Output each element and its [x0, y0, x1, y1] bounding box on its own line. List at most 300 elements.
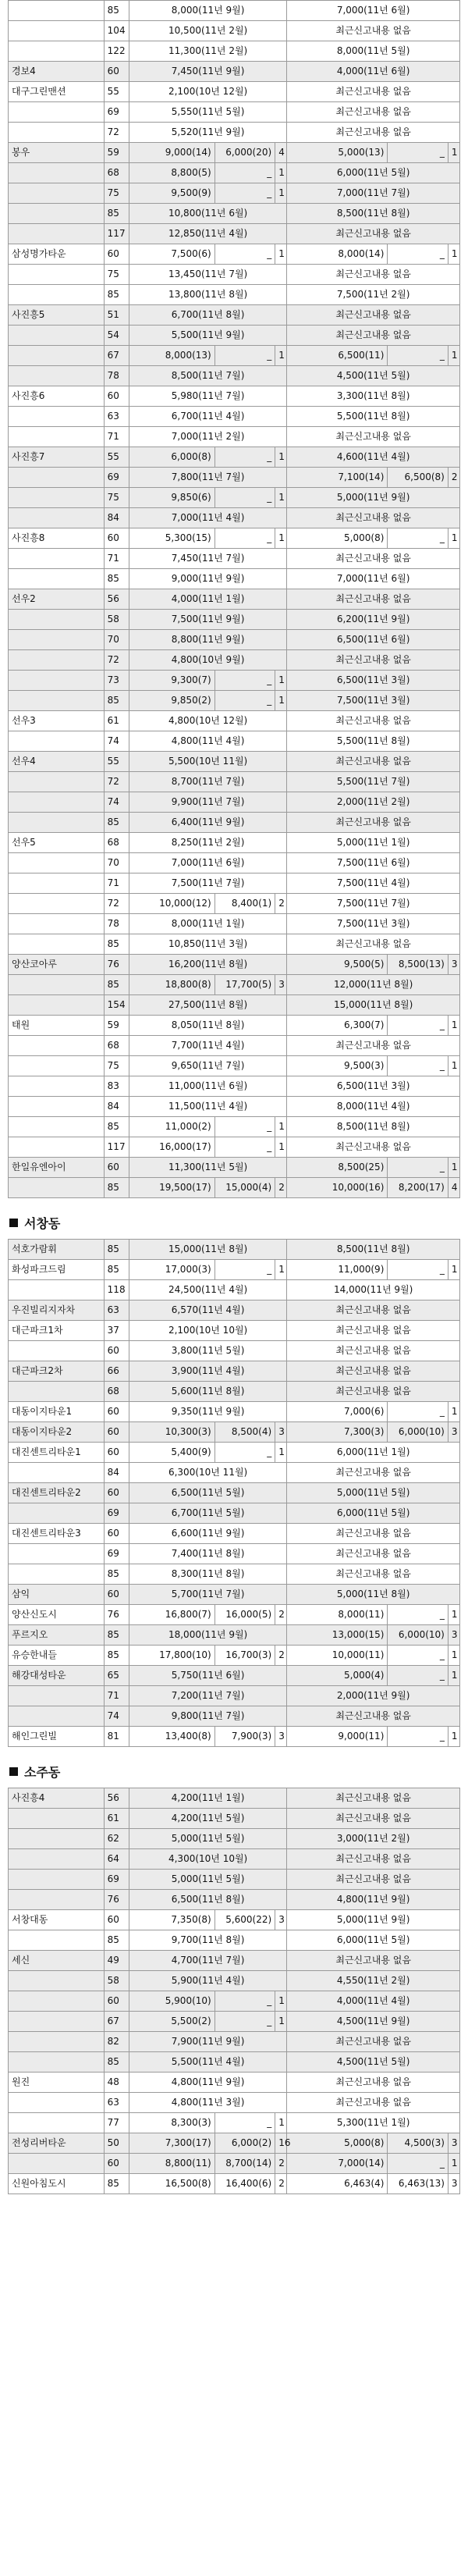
- jeonse-price: 최근신고내용 없음: [287, 934, 460, 955]
- unit-size: 56: [104, 589, 129, 610]
- table-row: [9, 1788, 460, 1809]
- complex-name: [9, 2032, 105, 2052]
- jeonse-price-low: _: [388, 244, 448, 265]
- table-row: [9, 1666, 460, 1686]
- complex-name: [9, 894, 105, 914]
- table-row: [9, 1646, 460, 1666]
- table-row: [9, 1890, 460, 1910]
- jeonse-price-low: _: [388, 1056, 448, 1076]
- unit-size: 84: [104, 1097, 129, 1117]
- unit-size: 78: [104, 914, 129, 934]
- sale-price: 7,200(11년 7월): [129, 1686, 286, 1706]
- jeonse-price: 4,800(11년 9월): [287, 1890, 460, 1910]
- jeonse-price: 4,550(11년 2월): [287, 1971, 460, 1991]
- table-row: [9, 2093, 460, 2113]
- sale-count: 16: [275, 2133, 287, 2154]
- jeonse-count: 1: [448, 528, 459, 549]
- jeonse-price: 5,000(11년 9월): [287, 1910, 460, 1930]
- jeonse-price-low: _: [388, 1666, 448, 1686]
- table-row: [9, 346, 460, 366]
- unit-size: 74: [104, 1706, 129, 1727]
- jeonse-price: 최근신고내용 없음: [287, 1137, 460, 1158]
- jeonse-price-low: _: [388, 1605, 448, 1625]
- sale-price: 18,800(8): [129, 975, 214, 995]
- sale-price-low: _: [214, 488, 275, 508]
- complex-name: [9, 224, 105, 244]
- table-row: [9, 2073, 460, 2093]
- complex-name: [9, 163, 105, 183]
- jeonse-price: 최근신고내용 없음: [287, 1706, 460, 1727]
- jeonse-price: 5,000(11년 8월): [287, 1585, 460, 1605]
- sale-price: 6,570(11년 4월): [129, 1300, 286, 1321]
- jeonse-price-low: 6,500(8): [388, 468, 448, 488]
- table-row: [9, 305, 460, 326]
- table-row: [9, 589, 460, 610]
- unit-size: 63: [104, 407, 129, 427]
- sale-count: 2: [275, 1178, 287, 1198]
- unit-size: 69: [104, 1544, 129, 1564]
- unit-size: 69: [104, 1503, 129, 1524]
- table-row: [9, 549, 460, 569]
- sale-price-low: _: [214, 528, 275, 549]
- complex-name: [9, 1280, 105, 1300]
- sale-price: 7,400(11년 8월): [129, 1544, 286, 1564]
- jeonse-price: 6,500(11년 3월): [287, 671, 460, 691]
- complex-name: [9, 2052, 105, 2073]
- sale-price: 5,700(11년 7월): [129, 1585, 286, 1605]
- table-row: [9, 1870, 460, 1890]
- jeonse-price: 8,000(11년 4월): [287, 1097, 460, 1117]
- jeonse-price: 6,300(7): [287, 1016, 388, 1036]
- unit-size: 55: [104, 752, 129, 772]
- jeonse-count: 4: [448, 1178, 459, 1198]
- unit-size: 117: [104, 224, 129, 244]
- sale-price: 5,500(11년 4월): [129, 2052, 286, 2073]
- table-row: [9, 1016, 460, 1036]
- sale-price-low: 17,700(5): [214, 975, 275, 995]
- jeonse-count: 3: [448, 2133, 459, 2154]
- jeonse-price: 최근신고내용 없음: [287, 1524, 460, 1544]
- complex-name: 원진: [9, 2073, 105, 2093]
- table-row: [9, 41, 460, 62]
- table-row: [9, 1280, 460, 1300]
- sale-price-low: _: [214, 1991, 275, 2012]
- unit-size: 50: [104, 2133, 129, 2154]
- unit-size: 61: [104, 1809, 129, 1829]
- table-row: [9, 975, 460, 995]
- price-table: [8, 1239, 460, 1747]
- table-row: [9, 1056, 460, 1076]
- unit-size: 49: [104, 1951, 129, 1971]
- table-row: [9, 630, 460, 650]
- table-row: [9, 1625, 460, 1646]
- complex-name: [9, 204, 105, 224]
- jeonse-price-low: 6,463(13): [388, 2174, 448, 2194]
- sale-price: 4,200(11년 1월): [129, 1788, 286, 1809]
- jeonse-price: 6,463(4): [287, 2174, 388, 2194]
- unit-size: 85: [104, 1240, 129, 1260]
- table-row: [9, 21, 460, 41]
- unit-size: 71: [104, 1686, 129, 1706]
- section-heading: [0, 1209, 468, 1239]
- complex-name: [9, 1544, 105, 1564]
- table-row: [9, 123, 460, 143]
- jeonse-price: 최근신고내용 없음: [287, 549, 460, 569]
- sale-price: 2,100(10년 12월): [129, 82, 286, 102]
- complex-name: [9, 1564, 105, 1585]
- sale-count: 1: [275, 671, 287, 691]
- unit-size: 85: [104, 204, 129, 224]
- unit-size: 75: [104, 183, 129, 204]
- jeonse-price: 최근신고내용 없음: [287, 752, 460, 772]
- jeonse-price: 6,000(11년 5월): [287, 163, 460, 183]
- unit-size: 60: [104, 1402, 129, 1422]
- sale-price-low: _: [214, 183, 275, 204]
- table-row: [9, 1158, 460, 1178]
- table-row: [9, 2113, 460, 2133]
- sale-price: 6,300(10년 11월): [129, 1463, 286, 1483]
- sale-price: 9,500(9): [129, 183, 214, 204]
- table-row: [9, 1829, 460, 1849]
- sale-count: 1: [275, 691, 287, 711]
- complex-name: 전성리버타운: [9, 2133, 105, 2154]
- sale-price: 3,900(11년 4월): [129, 1361, 286, 1382]
- sale-price: 5,400(9): [129, 1443, 214, 1463]
- table-row: [9, 2174, 460, 2194]
- complex-name: [9, 1056, 105, 1076]
- unit-size: 71: [104, 549, 129, 569]
- unit-size: 69: [104, 468, 129, 488]
- complex-name: [9, 1503, 105, 1524]
- unit-size: 66: [104, 1361, 129, 1382]
- complex-name: 봉우: [9, 143, 105, 163]
- sale-price: 7,700(11년 4월): [129, 1036, 286, 1056]
- sale-price-low: _: [214, 244, 275, 265]
- unit-size: 118: [104, 1280, 129, 1300]
- jeonse-count: 1: [448, 1402, 459, 1422]
- complex-name: [9, 610, 105, 630]
- jeonse-price: 15,000(11년 8월): [287, 995, 460, 1016]
- jeonse-price: 5,500(11년 7월): [287, 772, 460, 792]
- square-bullet-icon: [9, 1219, 18, 1227]
- sale-price: 5,900(10): [129, 1991, 214, 2012]
- table-row: [9, 894, 460, 914]
- table-row: [9, 488, 460, 508]
- jeonse-price: 6,500(11년 6월): [287, 630, 460, 650]
- sale-price-low: _: [214, 1443, 275, 1463]
- jeonse-price: 최근신고내용 없음: [287, 813, 460, 833]
- sale-price: 6,700(11년 8월): [129, 305, 286, 326]
- table-row: [9, 62, 460, 82]
- jeonse-price-low: 8,200(17): [388, 1178, 448, 1198]
- complex-name: [9, 934, 105, 955]
- complex-name: [9, 1178, 105, 1198]
- sale-price: 6,600(11년 9월): [129, 1524, 286, 1544]
- unit-size: 72: [104, 894, 129, 914]
- jeonse-price: 5,000(13): [287, 143, 388, 163]
- table-row: [9, 1524, 460, 1544]
- sale-price-low: 7,900(3): [214, 1727, 275, 1747]
- table-row: [9, 853, 460, 873]
- complex-name: 사진흥7: [9, 447, 105, 468]
- table-row: [9, 1422, 460, 1443]
- table-row: [9, 711, 460, 731]
- sale-price: 9,700(11년 8월): [129, 1930, 286, 1951]
- jeonse-price: 7,000(11년 7월): [287, 183, 460, 204]
- unit-size: 58: [104, 610, 129, 630]
- sale-price: 13,800(11년 8월): [129, 285, 286, 305]
- jeonse-price-low: _: [388, 346, 448, 366]
- table-row: [9, 934, 460, 955]
- table-row: [9, 1117, 460, 1137]
- jeonse-price: 9,500(5): [287, 955, 388, 975]
- sale-price: 8,000(11년 1월): [129, 914, 286, 934]
- sale-price: 5,520(11년 9월): [129, 123, 286, 143]
- table-row: [9, 1321, 460, 1341]
- sale-count: 2: [275, 2174, 287, 2194]
- complex-name: [9, 1097, 105, 1117]
- unit-size: 62: [104, 1829, 129, 1849]
- table-row: [9, 1991, 460, 2012]
- price-table: [8, 1788, 460, 2194]
- jeonse-count: 1: [448, 1056, 459, 1076]
- table-row: [9, 671, 460, 691]
- table-row: [9, 1300, 460, 1321]
- table-row: [9, 772, 460, 792]
- complex-name: 우진빌리지자차: [9, 1300, 105, 1321]
- sale-price: 9,000(11년 9월): [129, 569, 286, 589]
- jeonse-price: 7,500(11년 3월): [287, 691, 460, 711]
- jeonse-price: 최근신고내용 없음: [287, 2093, 460, 2113]
- jeonse-price-low: _: [388, 1158, 448, 1178]
- complex-name: [9, 1117, 105, 1137]
- complex-name: [9, 772, 105, 792]
- table-row: [9, 1930, 460, 1951]
- jeonse-price: 2,000(11년 2월): [287, 792, 460, 813]
- complex-name: 양산코아루: [9, 955, 105, 975]
- jeonse-price: 9,500(3): [287, 1056, 388, 1076]
- unit-size: 60: [104, 528, 129, 549]
- table-row: [9, 163, 460, 183]
- table-row: [9, 1, 460, 21]
- table-row: [9, 2052, 460, 2073]
- sale-price: 6,700(11년 5월): [129, 1503, 286, 1524]
- unit-size: 85: [104, 975, 129, 995]
- complex-name: [9, 1809, 105, 1829]
- complex-name: [9, 1137, 105, 1158]
- complex-name: [9, 265, 105, 285]
- complex-name: [9, 914, 105, 934]
- jeonse-price: 7,000(11년 6월): [287, 569, 460, 589]
- sale-price: 9,000(14): [129, 143, 214, 163]
- jeonse-price: 최근신고내용 없음: [287, 589, 460, 610]
- sale-price-low: 5,600(22): [214, 1910, 275, 1930]
- jeonse-price: 12,000(11년 8월): [287, 975, 460, 995]
- sale-price: 6,400(11년 9월): [129, 813, 286, 833]
- jeonse-price: 4,500(11년 5월): [287, 366, 460, 386]
- square-bullet-icon: [9, 1767, 18, 1776]
- unit-size: 61: [104, 711, 129, 731]
- sale-price: 12,850(11년 4월): [129, 224, 286, 244]
- sale-price: 6,500(11년 5월): [129, 1483, 286, 1503]
- sale-price: 7,900(11년 9월): [129, 2032, 286, 2052]
- sale-count: 1: [275, 1991, 287, 2012]
- unit-size: 72: [104, 650, 129, 671]
- jeonse-price: 5,000(11년 5월): [287, 1483, 460, 1503]
- jeonse-price: 7,100(14): [287, 468, 388, 488]
- jeonse-price: 13,000(15): [287, 1625, 388, 1646]
- table-row: [9, 2154, 460, 2174]
- sale-price: 7,450(11년 7월): [129, 549, 286, 569]
- sale-price: 16,500(8): [129, 2174, 214, 2194]
- jeonse-price: 8,500(25): [287, 1158, 388, 1178]
- unit-size: 69: [104, 102, 129, 123]
- unit-size: 55: [104, 447, 129, 468]
- complex-name: 대진센트리타운2: [9, 1483, 105, 1503]
- unit-size: 71: [104, 873, 129, 894]
- sale-price: 11,300(11년 5월): [129, 1158, 286, 1178]
- jeonse-price: 7,000(14): [287, 2154, 388, 2174]
- jeonse-price-low: _: [388, 528, 448, 549]
- unit-size: 83: [104, 1076, 129, 1097]
- complex-name: 한일유엔아이: [9, 1158, 105, 1178]
- sale-price: 16,200(11년 8월): [129, 955, 286, 975]
- unit-size: 54: [104, 326, 129, 346]
- complex-name: [9, 123, 105, 143]
- table-row: [9, 427, 460, 447]
- complex-name: 선우2: [9, 589, 105, 610]
- sale-price: 5,000(11년 5월): [129, 1870, 286, 1890]
- jeonse-price: 최근신고내용 없음: [287, 1849, 460, 1870]
- complex-name: [9, 853, 105, 873]
- unit-size: 60: [104, 62, 129, 82]
- jeonse-price: 7,000(6): [287, 1402, 388, 1422]
- complex-name: [9, 1849, 105, 1870]
- jeonse-price: 5,000(11년 9월): [287, 488, 460, 508]
- jeonse-price: 6,200(11년 9월): [287, 610, 460, 630]
- sale-price: 4,800(11년 9월): [129, 2073, 286, 2093]
- sale-price: 5,500(2): [129, 2012, 214, 2032]
- unit-size: 75: [104, 488, 129, 508]
- jeonse-price: 최근신고내용 없음: [287, 305, 460, 326]
- sale-price: 11,000(2): [129, 1117, 214, 1137]
- table-row: [9, 650, 460, 671]
- complex-name: [9, 2113, 105, 2133]
- sale-price-low: 8,500(4): [214, 1422, 275, 1443]
- table-row: [9, 326, 460, 346]
- table-row: [9, 143, 460, 163]
- sale-price: 17,000(3): [129, 1260, 214, 1280]
- complex-name: [9, 1870, 105, 1890]
- sale-price: 16,800(7): [129, 1605, 214, 1625]
- complex-name: 사진흥4: [9, 1788, 105, 1809]
- unit-size: 85: [104, 1178, 129, 1198]
- unit-size: 85: [104, 1564, 129, 1585]
- unit-size: 75: [104, 265, 129, 285]
- unit-size: 122: [104, 41, 129, 62]
- table-row: [9, 873, 460, 894]
- table-row: [9, 1178, 460, 1198]
- complex-name: [9, 873, 105, 894]
- jeonse-count: 3: [448, 1422, 459, 1443]
- table-row: [9, 1137, 460, 1158]
- table-row: [9, 468, 460, 488]
- unit-size: 68: [104, 163, 129, 183]
- table-row: [9, 2032, 460, 2052]
- table-row: [9, 1951, 460, 1971]
- sale-price: 8,050(11년 8월): [129, 1016, 286, 1036]
- unit-size: 70: [104, 853, 129, 873]
- sale-price: 13,450(11년 7월): [129, 265, 286, 285]
- jeonse-price: 11,000(9): [287, 1260, 388, 1280]
- unit-size: 85: [104, 285, 129, 305]
- jeonse-count: 1: [448, 1646, 459, 1666]
- jeonse-price: 7,000(11년 6월): [287, 1, 460, 21]
- unit-size: 70: [104, 630, 129, 650]
- complex-name: [9, 1930, 105, 1951]
- complex-name: [9, 407, 105, 427]
- sale-price: 8,700(11년 7월): [129, 772, 286, 792]
- table-row: [9, 1971, 460, 1991]
- table-row: [9, 82, 460, 102]
- sale-price: 8,300(3): [129, 2113, 214, 2133]
- unit-size: 104: [104, 21, 129, 41]
- complex-name: 경보4: [9, 62, 105, 82]
- sale-price-low: 8,400(1): [214, 894, 275, 914]
- unit-size: 59: [104, 143, 129, 163]
- sale-price: 8,500(11년 7월): [129, 366, 286, 386]
- complex-name: 푸르지오: [9, 1625, 105, 1646]
- unit-size: 85: [104, 813, 129, 833]
- sale-price: 5,600(11년 8월): [129, 1382, 286, 1402]
- table-row: [9, 1483, 460, 1503]
- jeonse-count: 1: [448, 143, 459, 163]
- table-row: [9, 386, 460, 407]
- sale-price: 13,400(8): [129, 1727, 214, 1747]
- sale-count: 1: [275, 447, 287, 468]
- sale-price: 10,000(12): [129, 894, 214, 914]
- sale-price: 9,800(11년 7월): [129, 1706, 286, 1727]
- table-row: [9, 955, 460, 975]
- table-row: [9, 528, 460, 549]
- complex-name: [9, 41, 105, 62]
- complex-name: [9, 1341, 105, 1361]
- complex-name: [9, 285, 105, 305]
- table-row: [9, 792, 460, 813]
- jeonse-price: 최근신고내용 없음: [287, 1564, 460, 1585]
- complex-name: [9, 1991, 105, 2012]
- sale-count: 1: [275, 1117, 287, 1137]
- table-row: [9, 1361, 460, 1382]
- sale-price: 4,800(10년 12월): [129, 711, 286, 731]
- sale-count: 3: [275, 1422, 287, 1443]
- table-row: [9, 244, 460, 265]
- jeonse-price: 14,000(11년 9월): [287, 1280, 460, 1300]
- section-title: 소주동: [24, 1765, 61, 1780]
- sale-price: 11,000(11년 6월): [129, 1076, 286, 1097]
- jeonse-price: 최근신고내용 없음: [287, 1463, 460, 1483]
- sale-price: 6,700(11년 4월): [129, 407, 286, 427]
- complex-name: 해인그린빌: [9, 1727, 105, 1747]
- sale-price-low: _: [214, 671, 275, 691]
- sale-price: 9,850(6): [129, 488, 214, 508]
- unit-size: 60: [104, 386, 129, 407]
- sale-price: 8,250(11년 2월): [129, 833, 286, 853]
- sale-count: 2: [275, 894, 287, 914]
- table-row: [9, 731, 460, 752]
- sale-count: 1: [275, 528, 287, 549]
- jeonse-count: 3: [448, 2174, 459, 2194]
